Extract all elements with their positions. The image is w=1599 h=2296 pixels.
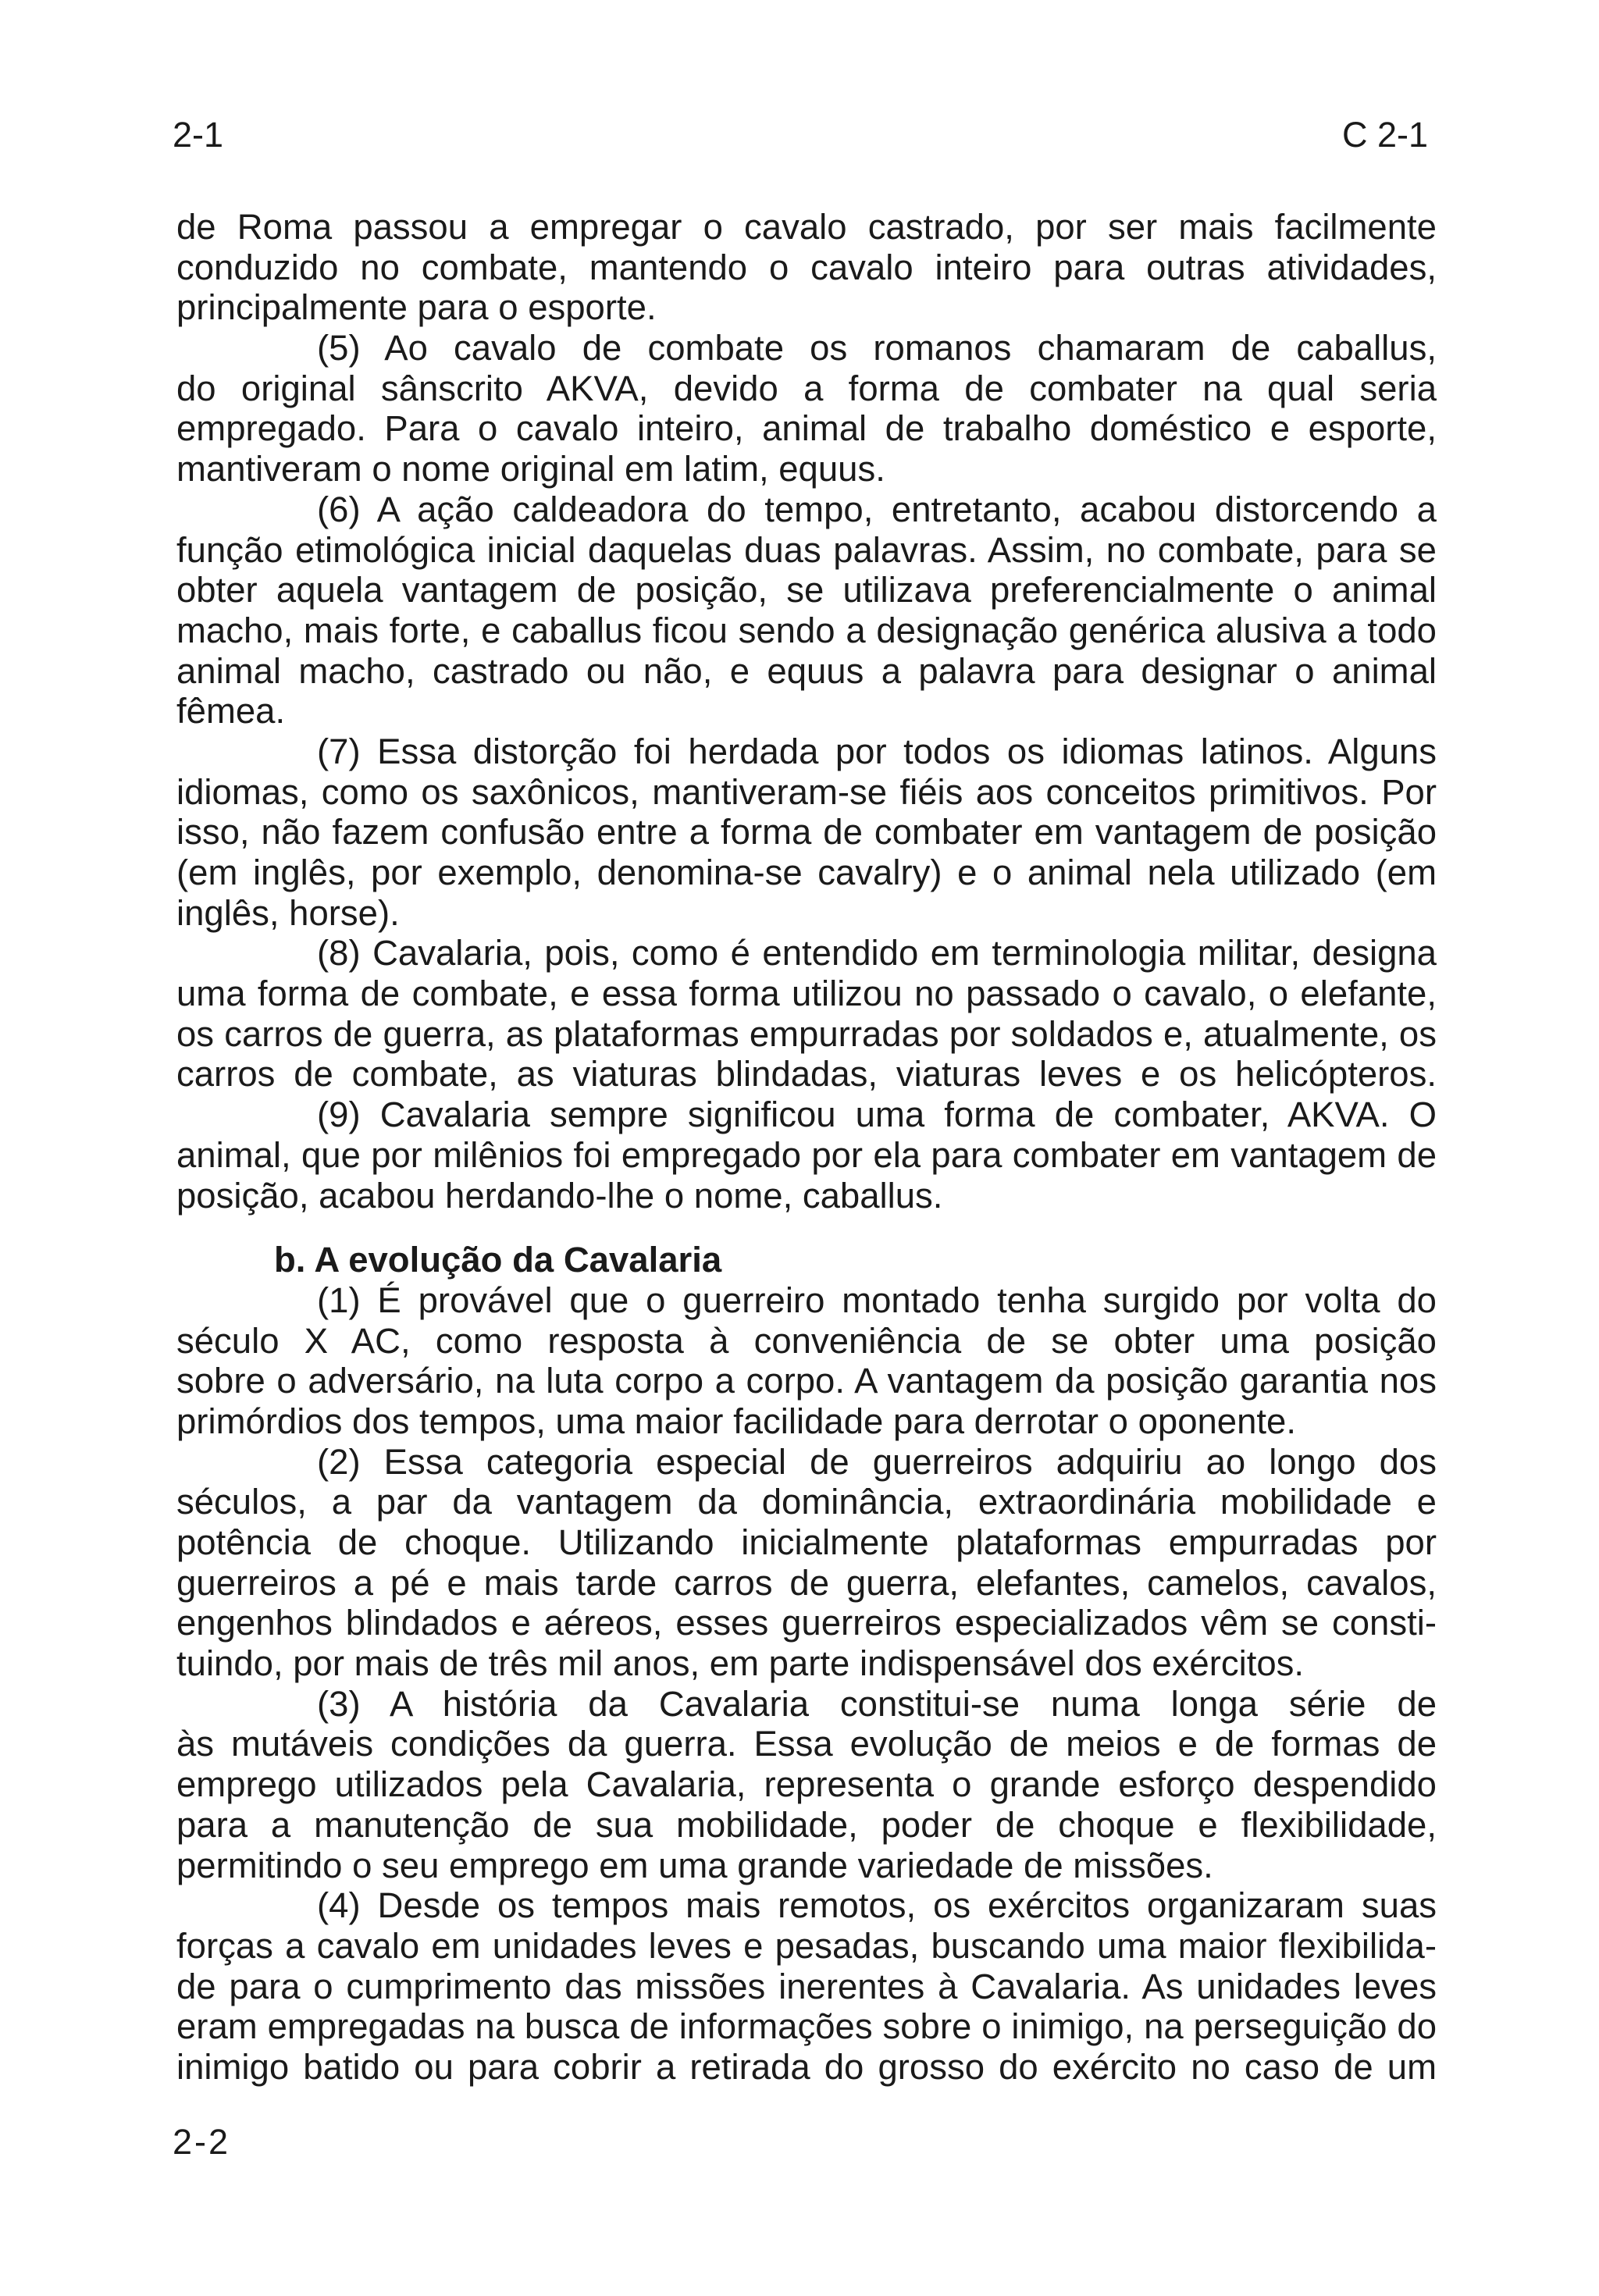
text-line: função etimológica inicial daquelas duas palavras. Assim, no combate, para se <box>176 529 1437 570</box>
text-line: do original sânscrito AKVA, devido a forma de combater na qual seria <box>176 368 1437 408</box>
text-line: macho, mais forte, e caballus ficou sendo a designação genérica alusiva a todo <box>176 610 1437 650</box>
text-line: mantiveram o nome original em latim, equus. <box>176 449 885 489</box>
text-line: engenhos blindados e aéreos, esses guerreiros especializados vêm se consti- <box>176 1603 1437 1643</box>
text-line: fêmea. <box>176 691 286 732</box>
text-line: de Roma passou a empregar o cavalo castrado, por ser mais facilmente <box>176 207 1437 247</box>
text-line: (4) Desde os tempos mais remotos, os exércitos organizaram suas <box>317 1885 1437 1926</box>
text-line: (1) É provável que o guerreiro montado tenha surgido por volta do <box>317 1280 1437 1320</box>
text-line: (3) A história da Cavalaria constitui-se numa longa série de <box>317 1683 1437 1724</box>
section-heading: b. A evolução da Cavalaria <box>274 1240 722 1280</box>
text-line: tuindo, por mais de três mil anos, em parte indispensável dos exércitos. <box>176 1643 1305 1684</box>
text-line: inglês, horse). <box>176 892 400 933</box>
text-line: uma forma de combate, e essa forma utilizou no passado o cavalo, o elefante, <box>176 974 1437 1014</box>
text-line: para a manutenção de sua mobilidade, poder de choque e flexibilidade, <box>176 1804 1437 1845</box>
text-line: de para o cumprimento das missões inerentes à Cavalaria. As unidades leves <box>176 1966 1437 2006</box>
text-line: carros de combate, as viaturas blindadas, viaturas leves e os helicópteros. <box>176 1054 1437 1095</box>
text-line: eram empregadas na busca de informações sobre o inimigo, na perseguição do <box>176 2006 1437 2047</box>
text-line: (2) Essa categoria especial de guerreiros adquiriu ao longo dos <box>317 1441 1437 1482</box>
text-line: (6) A ação caldeadora do tempo, entretanto, acabou distorcendo a <box>317 489 1437 529</box>
text-line: séculos, a par da vantagem da dominância, extraordinária mobilidade e <box>176 1482 1437 1522</box>
text-line: (7) Essa distorção foi herdada por todos os idiomas latinos. Alguns <box>317 731 1437 771</box>
document-body <box>176 207 1437 2088</box>
text-line: obter aquela vantagem de posição, se utilizava preferencialmente o animal <box>176 570 1437 610</box>
text-line: inimigo batido ou para cobrir a retirada do grosso do exército no caso de um <box>176 2046 1437 2087</box>
section-spacer <box>176 1216 1437 1240</box>
text-line: permitindo o seu emprego em uma grande variedade de missões. <box>176 1845 1213 1885</box>
text-line: sobre o adversário, na luta corpo a corpo. A vantagem da posição garantia nos <box>176 1361 1437 1401</box>
text-line: animal, que por milênios foi empregado por ela para combater em vantagem de <box>176 1134 1437 1175</box>
text-line: posição, acabou herdando-lhe o nome, caballus. <box>176 1175 943 1216</box>
text-line: emprego utilizados pela Cavalaria, representa o grande esforço despendido <box>176 1764 1437 1805</box>
text-line: idiomas, como os saxônicos, mantiveram-se fiéis aos conceitos primitivos. Por <box>176 771 1437 812</box>
text-line: isso, não fazem confusão entre a forma de combater em vantagem de posição <box>176 812 1437 853</box>
text-line: (em inglês, por exemplo, denomina-se cavalry) e o animal nela utilizado (em <box>176 853 1437 892</box>
text-line: guerreiros a pé e mais tarde carros de guerra, elefantes, camelos, cavalos, <box>176 1562 1437 1603</box>
page-number: 2-2 <box>173 2122 231 2162</box>
text-line: às mutáveis condições da guerra. Essa evolução de meios e de formas de <box>176 1724 1437 1764</box>
text-line: (8) Cavalaria, pois, como é entendido em terminologia militar, designa <box>317 933 1437 974</box>
text-line: (9) Cavalaria sempre significou uma forma de combater, AKVA. O <box>317 1095 1437 1135</box>
text-line: conduzido no combate, mantendo o cavalo inteiro para outras atividades, <box>176 247 1437 287</box>
header-manual-code: C 2-1 <box>1341 115 1428 155</box>
text-line: século X AC, como resposta à conveniência de se obter uma posição <box>176 1320 1437 1361</box>
text-line: animal macho, castrado ou não, e equus a palavra para designar o animal <box>176 650 1437 691</box>
text-line: os carros de guerra, as plataformas empurradas por soldados e, atualmente, os <box>176 1013 1437 1054</box>
text-line: principalmente para o esporte. <box>176 287 657 328</box>
text-line: primórdios dos tempos, uma maior facilidade para derrotar o oponente. <box>176 1401 1297 1441</box>
text-line: forças a cavalo em unidades leves e pesadas, buscando uma maior flexibilida- <box>176 1925 1437 1966</box>
text-line: empregado. Para o cavalo inteiro, animal de trabalho doméstico e esporte, <box>176 408 1437 449</box>
header-section-number: 2-1 <box>173 115 224 155</box>
text-line: (5) Ao cavalo de combate os romanos chamaram de caballus, <box>317 328 1437 368</box>
text-line: potência de choque. Utilizando inicialmente plataformas empurradas por <box>176 1522 1437 1562</box>
